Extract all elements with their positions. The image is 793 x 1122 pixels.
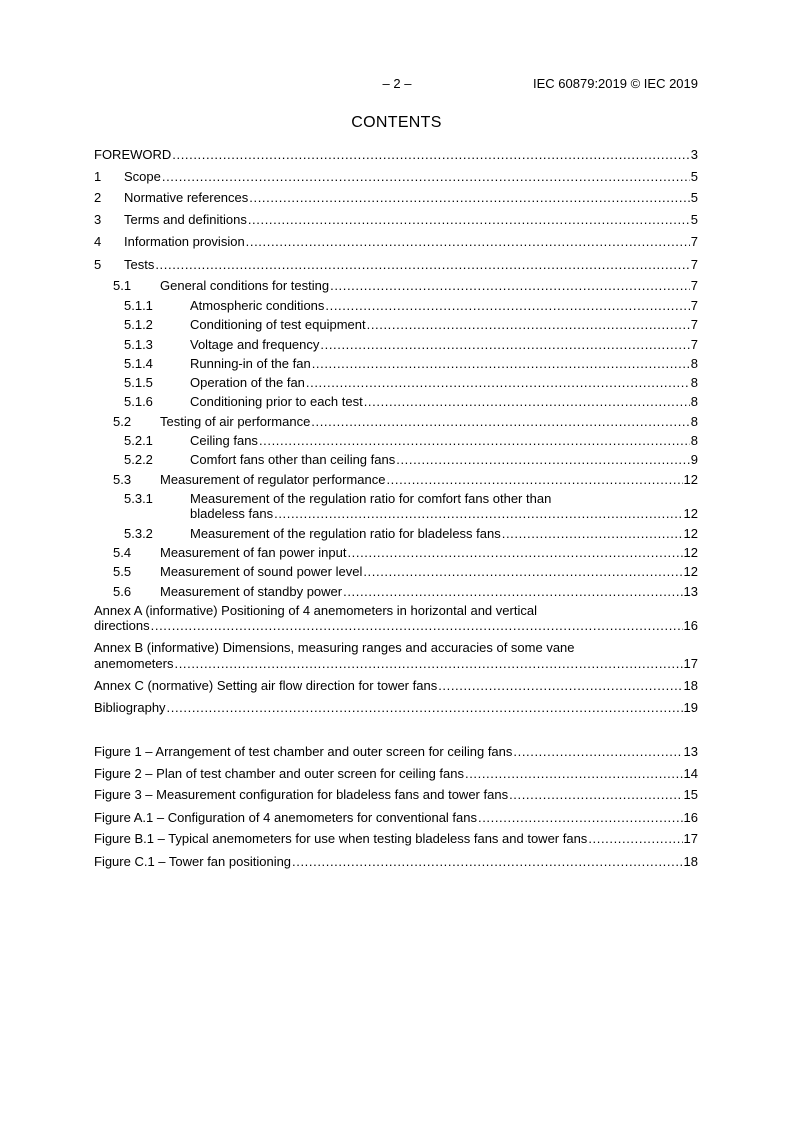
contents-title: CONTENTS <box>351 114 442 131</box>
toc-entry-number: 5.1.3 <box>124 337 153 352</box>
toc-entry-text: Atmospheric conditions <box>190 298 325 313</box>
toc-entry-page: 5 <box>690 169 698 184</box>
toc-entry-text: Measurement of fan power input <box>160 545 347 560</box>
leader-dots <box>167 699 683 716</box>
toc-entry-number: 5.1.4 <box>124 356 153 371</box>
toc-entry-page: 5 <box>690 212 698 227</box>
toc-entry-page: 17 <box>683 656 698 671</box>
toc-entry-number: 5.2.2 <box>124 452 153 467</box>
toc-entry-number: 5.3.2 <box>124 526 153 541</box>
toc-entry-number: 5.2.1 <box>124 433 153 448</box>
toc-entry-text: General conditions for testing <box>160 278 330 293</box>
leader-dots <box>320 336 689 353</box>
figure-entry-text: Figure 2 – Plan of test chamber and outer screen for ceiling fans <box>94 766 464 781</box>
toc-entry-page: 13 <box>683 584 698 599</box>
toc-entry-3[interactable] <box>94 211 698 228</box>
toc-entry-page: 8 <box>690 356 698 371</box>
leader-dots <box>502 525 683 542</box>
toc-entry-5-3[interactable] <box>113 471 698 488</box>
figure-entry-2[interactable] <box>94 765 698 782</box>
leader-dots <box>325 297 689 314</box>
toc-entry-text: Conditioning of test equipment <box>190 317 366 332</box>
toc-entry-number: 5.4 <box>113 545 132 560</box>
toc-entry-5[interactable] <box>94 256 698 273</box>
leader-dots <box>509 786 682 803</box>
toc-entry-4[interactable] <box>94 233 698 250</box>
figure-entry-3[interactable] <box>94 786 698 803</box>
toc-entry-page: 12 <box>683 472 698 487</box>
figure-entry-page: 16 <box>683 810 698 825</box>
toc-entry-foreword[interactable] <box>94 146 698 163</box>
toc-entry-page: 5 <box>690 190 698 205</box>
figure-entry-b1[interactable] <box>94 830 698 847</box>
toc-entry-second-line <box>190 505 698 522</box>
toc-entry-1[interactable] <box>94 168 698 185</box>
toc-entry-text: bladeless fans <box>190 506 274 521</box>
figure-entry-page: 17 <box>683 831 698 846</box>
toc-entry-page: 8 <box>690 414 698 429</box>
leader-dots <box>292 853 682 870</box>
toc-entry-page: 19 <box>683 700 698 715</box>
leader-dots <box>311 413 689 430</box>
toc-entry-page: 8 <box>690 394 698 409</box>
figure-entry-page: 13 <box>683 744 698 759</box>
figure-entry-1[interactable] <box>94 743 698 760</box>
figure-entry-text: Figure B.1 – Typical anemometers for use when testing bladeless fans and tower fans <box>94 831 588 846</box>
toc-entry-number: 2 <box>94 190 102 205</box>
leader-dots <box>274 505 682 522</box>
figure-entry-a1[interactable] <box>94 809 698 826</box>
toc-entry-annex-c[interactable] <box>94 677 698 694</box>
figure-entry-page: 15 <box>683 787 698 802</box>
toc-entry-text: Normative references <box>124 190 249 205</box>
toc-entry-number: 4 <box>94 234 102 249</box>
toc-entry-text: Measurement of sound power level <box>160 564 363 579</box>
toc-entry-page: 12 <box>683 545 698 560</box>
leader-dots <box>363 563 682 580</box>
toc-entry-page: 7 <box>690 337 698 352</box>
figure-entry-page: 14 <box>683 766 698 781</box>
leader-dots <box>312 355 690 372</box>
leader-dots <box>155 256 689 273</box>
toc-entry-text: Scope <box>124 169 161 184</box>
toc-entry-number: 5.3 <box>113 472 132 487</box>
toc-entry-text: Ceiling fans <box>190 433 258 448</box>
leader-dots <box>364 393 690 410</box>
toc-entry-5-5[interactable] <box>113 563 698 580</box>
leader-dots <box>174 655 682 672</box>
toc-entry-page: 18 <box>683 678 698 693</box>
figure-entry-text: Figure C.1 – Tower fan positioning <box>94 854 292 869</box>
toc-entry-5-1[interactable] <box>113 277 698 294</box>
toc-entry-5-1-1[interactable] <box>124 297 698 314</box>
toc-entry-first-line: Annex A (informative) Positioning of 4 anemometers in horizontal and vertical <box>94 603 537 618</box>
leader-dots <box>396 451 690 468</box>
leader-dots <box>588 830 682 847</box>
toc-entry-text: Comfort fans other than ceiling fans <box>190 452 396 467</box>
toc-entry-text: Terms and definitions <box>124 212 247 227</box>
leader-dots <box>347 544 682 561</box>
toc-entry-text: Bibliography <box>94 700 166 715</box>
leader-dots <box>259 432 690 449</box>
toc-entry-page: 7 <box>690 298 698 313</box>
toc-entry-5-3-2[interactable] <box>124 525 698 542</box>
figure-entry-text: Figure 3 – Measurement configuration for bladeless fans and tower fans <box>94 787 509 802</box>
toc-entry-text: Running-in of the fan <box>190 356 311 371</box>
toc-entry-number: 3 <box>94 212 102 227</box>
toc-entry-number: 5.1.5 <box>124 375 153 390</box>
toc-entry-5-2-1[interactable] <box>124 432 698 449</box>
toc-entry-2[interactable] <box>94 189 698 206</box>
leader-dots <box>246 233 690 250</box>
toc-entry-page: 12 <box>683 564 698 579</box>
figure-entry-c1[interactable] <box>94 853 698 870</box>
toc-entry-number: 5.3.1 <box>124 491 153 506</box>
toc-entry-text: Information provision <box>124 234 245 249</box>
toc-entry-second-line <box>94 655 698 672</box>
toc-entry-5-2-2[interactable] <box>124 451 698 468</box>
toc-entry-5-6[interactable] <box>113 583 698 600</box>
figure-entry-text: Figure A.1 – Configuration of 4 anemometers for conventional fans <box>94 810 477 825</box>
leader-dots <box>465 765 683 782</box>
toc-entry-page: 8 <box>690 433 698 448</box>
toc-entry-text: Annex C (normative) Setting air flow direction for tower fans <box>94 678 438 693</box>
toc-entry-page: 16 <box>683 618 698 633</box>
toc-entry-text: anemometers <box>94 656 174 671</box>
toc-entry-page: 12 <box>683 506 698 521</box>
leader-dots <box>343 583 682 600</box>
leader-dots <box>162 168 690 185</box>
leader-dots <box>151 617 683 634</box>
toc-entry-5-4[interactable] <box>113 544 698 561</box>
toc-entry-5-1-3[interactable] <box>124 336 698 353</box>
leader-dots <box>478 809 683 826</box>
toc-entry-text: Testing of air performance <box>160 414 311 429</box>
toc-entry-page: 7 <box>690 257 698 272</box>
toc-entry-5-1-5[interactable] <box>124 374 698 391</box>
toc-entry-number: 1 <box>94 169 102 184</box>
toc-entry-number: 5.2 <box>113 414 132 429</box>
toc-entry-page: 7 <box>690 234 698 249</box>
page-number: – 2 – <box>382 76 412 91</box>
toc-entry-text: Measurement of standby power <box>160 584 343 599</box>
toc-entry-page: 9 <box>690 452 698 467</box>
toc-entry-page: 3 <box>690 147 698 162</box>
toc-entry-bibliography[interactable] <box>94 699 698 716</box>
toc-entry-5-1-2[interactable] <box>124 316 698 333</box>
leader-dots <box>306 374 690 391</box>
toc-entry-text: Tests <box>124 257 155 272</box>
leader-dots <box>172 146 689 163</box>
toc-entry-number: 5.1 <box>113 278 132 293</box>
leader-dots <box>438 677 682 694</box>
toc-entry-page: 8 <box>690 375 698 390</box>
toc-entry-first-line: Annex B (informative) Dimensions, measuring ranges and accuracies of some vane <box>94 640 575 655</box>
leader-dots <box>386 471 682 488</box>
toc-entry-number: 5.5 <box>113 564 132 579</box>
toc-entry-text: directions <box>94 618 150 633</box>
toc-entry-text: Operation of the fan <box>190 375 305 390</box>
toc-entry-text: Voltage and frequency <box>190 337 320 352</box>
toc-entry-page: 7 <box>690 317 698 332</box>
figure-entry-text: Figure 1 – Arrangement of test chamber and outer screen for ceiling fans <box>94 744 513 759</box>
toc-entry-text: FOREWORD <box>94 147 172 162</box>
toc-entry-number: 5.1.1 <box>124 298 153 313</box>
leader-dots <box>249 189 689 206</box>
toc-entry-number: 5 <box>94 257 102 272</box>
standard-reference: IEC 60879:2019 © IEC 2019 <box>533 76 698 91</box>
toc-entry-text: Conditioning prior to each test <box>190 394 363 409</box>
leader-dots <box>513 743 682 760</box>
toc-entry-number: 5.1.6 <box>124 394 153 409</box>
toc-entry-page: 7 <box>690 278 698 293</box>
leader-dots <box>248 211 690 228</box>
toc-entry-number: 5.6 <box>113 584 132 599</box>
leader-dots <box>367 316 690 333</box>
toc-entry-text-line1: Measurement of the regulation ratio for comfort fans other than <box>190 491 552 506</box>
toc-entry-5-2[interactable] <box>113 413 698 430</box>
toc-entry-5-1-6[interactable] <box>124 393 698 410</box>
toc-entry-5-1-4[interactable] <box>124 355 698 372</box>
toc-entry-second-line <box>94 617 698 634</box>
toc-entry-text: Measurement of regulator performance <box>160 472 386 487</box>
leader-dots <box>330 277 690 294</box>
toc-entry-page: 12 <box>683 526 698 541</box>
toc-entry-text: Measurement of the regulation ratio for bladeless fans <box>190 526 501 541</box>
toc-entry-number: 5.1.2 <box>124 317 153 332</box>
figure-entry-page: 18 <box>683 854 698 869</box>
